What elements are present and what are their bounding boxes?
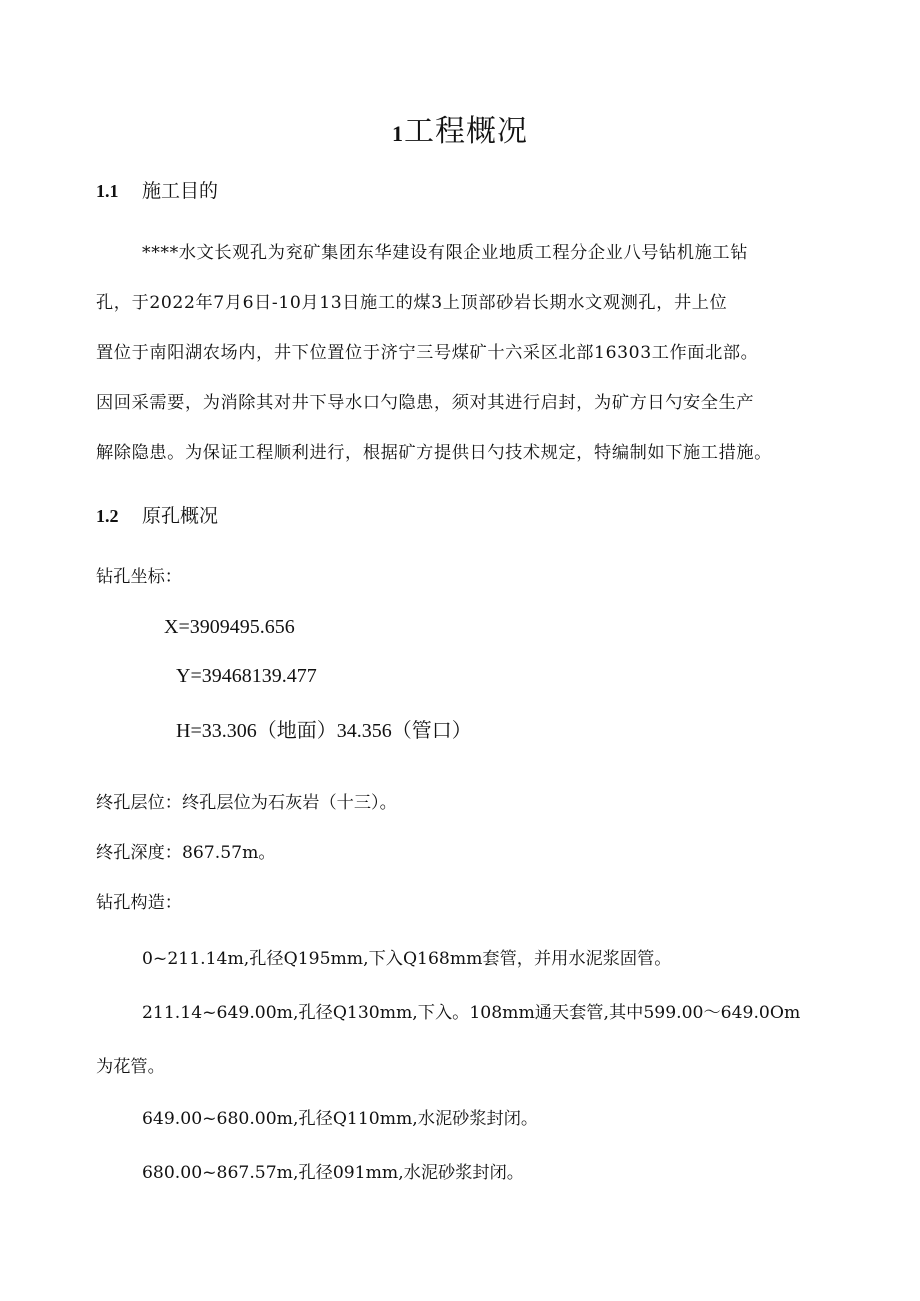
structure-item: 649.00~680.00m,孔径Q110mm,水泥砂浆封闭。 — [142, 1109, 539, 1129]
section-number: 1.1 — [96, 181, 119, 201]
paragraph-line: 解除隐患。为保证工程顺利进行，根据矿方提供日勺技术规定，特编制如下施工措施。 — [96, 443, 772, 463]
structure-item: 为花管。 — [96, 1057, 165, 1077]
coord-h: H=33.306（地面）34.356（管口） — [176, 720, 472, 742]
page-title — [0, 106, 920, 150]
paragraph-line: 孔，于2022年7月6日-10月13日施工的煤3上顶部砂岩长期水文观测孔，井上位 — [96, 293, 728, 313]
structure-label: 钻孔构造： — [96, 893, 182, 913]
section-heading-1-2 — [96, 501, 218, 528]
structure-item: 680.00~867.57m,孔径091mm,水泥砂浆封闭。 — [142, 1163, 524, 1183]
title-text: 工程概况 — [404, 114, 528, 149]
final-depth: 终孔深度：867.57m。 — [96, 843, 276, 863]
title-number: 1 — [392, 121, 404, 146]
section-title: 原孔概况 — [142, 505, 219, 527]
paragraph-line: 置位于南阳湖农场内，井下位置位于济宁三号煤矿十六采区北部16303工作面北部。 — [96, 343, 759, 363]
section-heading-1-1 — [96, 176, 218, 203]
final-layer: 终孔层位：终孔层位为石灰岩（十三）。 — [96, 793, 397, 813]
coord-x: X=3909495.656 — [164, 616, 295, 638]
structure-item: 211.14~649.00m,孔径Q130mm,下入。108mm通天套管,其中599.00～649.0Om — [142, 1003, 801, 1023]
paragraph-line: 因回采需要，为消除其对井下导水口勺隐患，须对其进行启封，为矿方日勺安全生产 — [96, 393, 755, 413]
coord-y: Y=39468139.477 — [176, 665, 317, 687]
section-title: 施工目的 — [142, 180, 219, 202]
section-number: 1.2 — [96, 506, 119, 526]
paragraph-line: ****水文长观孔为兖矿集团东华建设有限企业地质工程分企业八号钻机施工钻 — [142, 243, 748, 263]
coords-label: 钻孔坐标： — [96, 567, 182, 587]
structure-item: 0~211.14m,孔径Q195mm,下入Q168mm套管，并用水泥浆固管。 — [142, 949, 672, 969]
